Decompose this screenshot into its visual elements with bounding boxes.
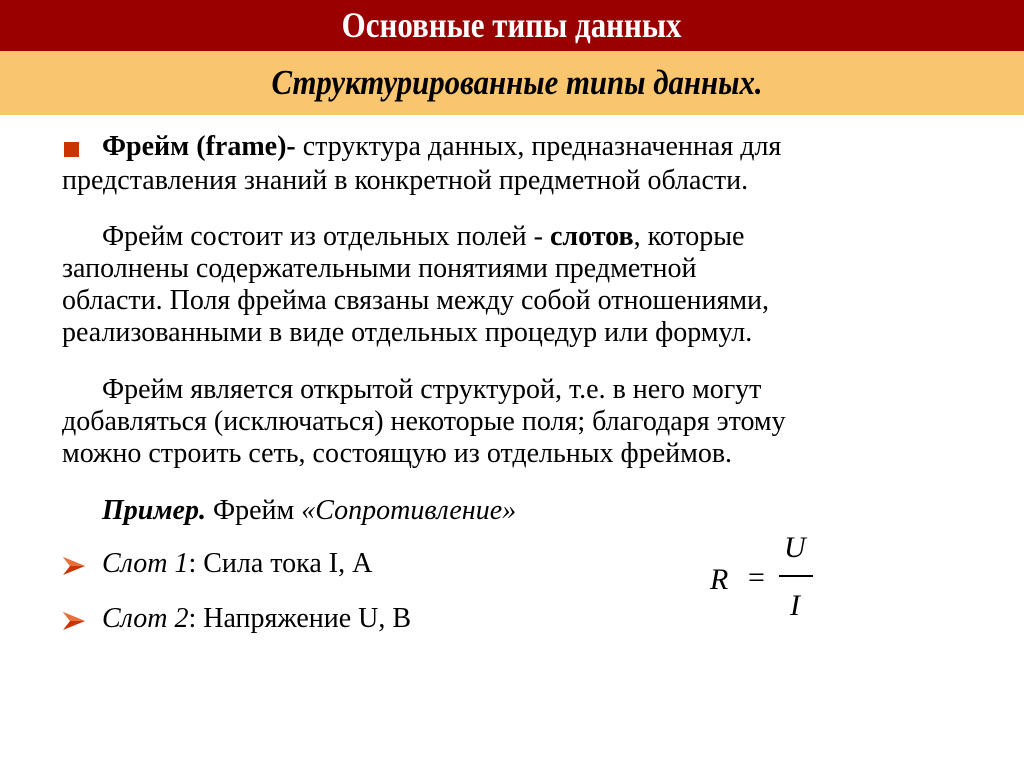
arrow-bullet-icon bbox=[63, 612, 85, 630]
frame-definition-line1: Фрейм (frame)- структура данных, предназначенная для bbox=[102, 131, 782, 162]
open-structure-line2: добавляться (исключаться) некоторые поля; благодаря этому bbox=[62, 406, 786, 437]
slide-subtitle: Структурированные типы данных. bbox=[271, 63, 763, 102]
slot-1-label: Слот 1 bbox=[102, 548, 189, 579]
fraction-bar bbox=[779, 575, 813, 577]
slot-1-line bbox=[102, 549, 372, 579]
arrow-bullet-icon bbox=[63, 557, 85, 575]
example-frame-name: «Сопротивление» bbox=[301, 495, 517, 526]
formula-numerator: U bbox=[784, 531, 806, 564]
frame-definition-line2: представления знаний в конкретной предметной области. bbox=[62, 165, 749, 196]
slots-paragraph-line2: заполнены содержательными понятиями предметной bbox=[62, 253, 697, 284]
square-bullet-icon bbox=[64, 142, 79, 157]
formula-denominator: I bbox=[790, 589, 800, 622]
slot-2-line bbox=[102, 604, 411, 634]
slot-1-value: : Сила тока I, А bbox=[188, 548, 373, 579]
formula-lhs: R bbox=[710, 563, 729, 596]
open-structure-line3: можно строить сеть, состоящую из отдельных фреймов. bbox=[62, 438, 733, 469]
slots-paragraph-line3: области. Поля фрейма связаны между собой отношениями, bbox=[62, 285, 770, 316]
slot-2-value: : Напряжение U, В bbox=[188, 603, 412, 634]
slot-2-label: Слот 2 bbox=[102, 603, 189, 634]
slide-title: Основные типы данных bbox=[342, 4, 682, 45]
slots-paragraph-line4: реализованными в виде отдельных процедур или формул. bbox=[62, 317, 753, 348]
slots-term: слотов bbox=[549, 221, 634, 252]
formula-equals: = bbox=[748, 561, 765, 594]
slots-paragraph-line1: Фрейм состоит из отдельных полей - слотов, которые bbox=[102, 221, 745, 252]
open-structure-line1: Фрейм является открытой структурой, т.е. в него могут bbox=[102, 374, 762, 405]
example-line: Пример. Фрейм «Сопротивление» bbox=[102, 495, 517, 526]
frame-term: Фрейм (frame)- bbox=[102, 131, 296, 162]
example-label: Пример. bbox=[102, 495, 206, 526]
